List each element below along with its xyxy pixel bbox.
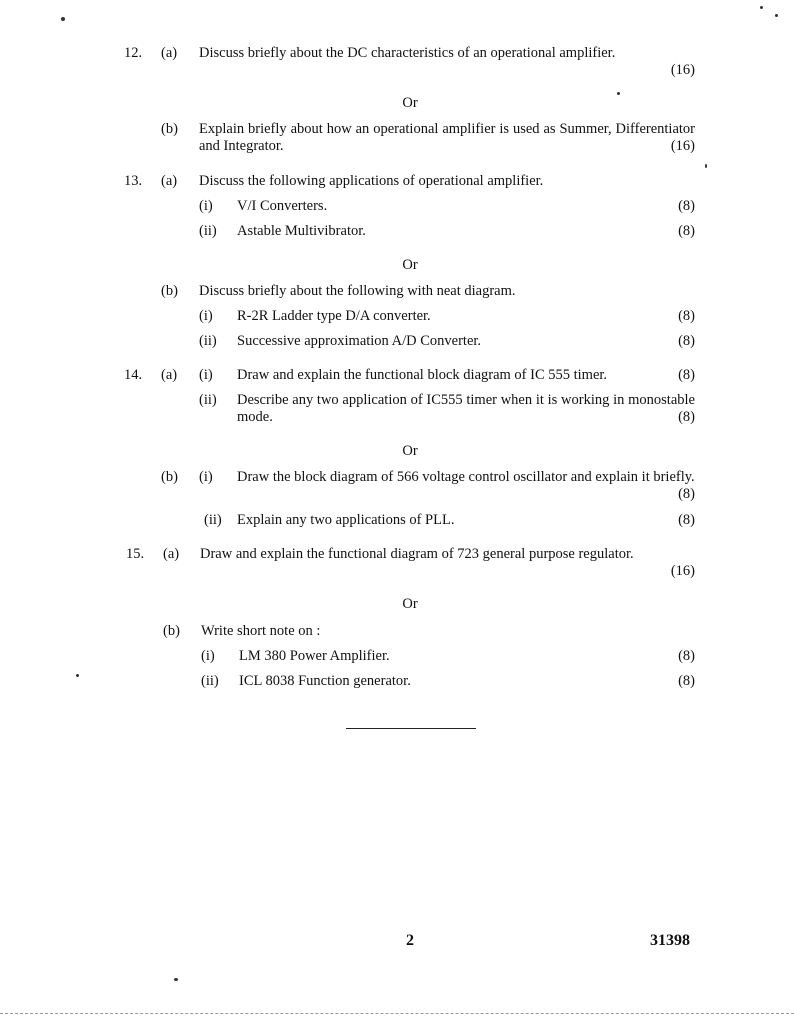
scan-speck [76, 674, 79, 677]
q13-b-text: Discuss briefly about the following with neat diagram. [199, 283, 516, 299]
q13-a-i-label: (i) [199, 198, 213, 214]
q12-a-text: Discuss briefly about the DC characteristics of an operational amplifier. [199, 45, 616, 61]
q13-a-i-text: V/I Converters. [237, 198, 328, 214]
q13-a-text: Discuss the following applications of operational amplifier. [199, 173, 544, 189]
q13-b-i-text: R-2R Ladder type D/A converter. [237, 308, 431, 324]
q15-b-i-marks: (8) [678, 648, 695, 664]
q15-a-marks: (16) [670, 563, 695, 579]
q14-b-i-text: Draw the block diagram of 566 voltage control oscillator and explain it briefly. [237, 469, 695, 485]
q14-b-i-marks: (8) [678, 486, 695, 502]
scan-speck [61, 17, 65, 21]
scan-speck [617, 92, 620, 95]
q14-b-label: (b) [161, 469, 178, 485]
q14-a-ii-marks: (8) [678, 409, 695, 425]
q13-number: 13. [124, 173, 143, 189]
q14-b-i-label: (i) [199, 469, 213, 485]
q15-b-i-text: LM 380 Power Amplifier. [239, 648, 390, 664]
q13-b-i-marks: (8) [678, 308, 695, 324]
q14-a-ii-label: (ii) [199, 392, 217, 408]
q14-a-i-marks: (8) [678, 367, 695, 383]
q14-a-ii-text: Describe any two application of IC555 timer when it is working in monostable mode. [237, 392, 695, 425]
q12-or: Or [402, 95, 418, 111]
q14-number: 14. [124, 367, 143, 383]
q12-a-label: (a) [161, 45, 178, 61]
q15-b-ii-label: (ii) [201, 673, 219, 689]
q14-b-ii-marks: (8) [678, 512, 695, 528]
q15-b-i-label: (i) [201, 648, 215, 664]
q13-a-i-marks: (8) [678, 198, 695, 214]
q12-b-marks: (16) [670, 138, 695, 154]
q14-a-i-text: Draw and explain the functional block diagram of IC 555 timer. [237, 367, 608, 383]
q13-a-ii-marks: (8) [678, 223, 695, 239]
scan-edge-line [0, 1013, 794, 1014]
q14-b-ii-text: Explain any two applications of PLL. [237, 512, 455, 528]
q14-a-label: (a) [161, 367, 178, 383]
q15-b-ii-text: ICL 8038 Function generator. [239, 673, 411, 689]
q12-a-marks: (16) [670, 62, 695, 78]
q13-b-ii-marks: (8) [678, 333, 695, 349]
q15-number: 15. [126, 546, 145, 562]
q13-a-ii-label: (ii) [199, 223, 217, 239]
page-number: 2 [406, 932, 414, 949]
q15-a-text: Draw and explain the functional diagram of 723 general purpose regulator. [200, 546, 634, 562]
q15-b-ii-marks: (8) [678, 673, 695, 689]
q13-a-ii-text: Astable Multivibrator. [237, 223, 366, 239]
q13-b-label: (b) [161, 283, 178, 299]
q15-b-label: (b) [163, 623, 180, 639]
q13-b-ii-label: (ii) [199, 333, 217, 349]
q14-or: Or [402, 443, 418, 459]
q14-b-ii-label: (ii) [204, 512, 222, 528]
paper-code: 31398 [650, 932, 690, 949]
q15-a-label: (a) [163, 546, 180, 562]
q12-b-text: Explain briefly about how an operational amplifier is used as Summer, Differentiator and Integrator. [199, 121, 695, 154]
q14-a-i-label: (i) [199, 367, 213, 383]
q13-b-ii-text: Successive approximation A/D Converter. [237, 333, 482, 349]
end-of-paper-rule [346, 728, 476, 729]
q12-number: 12. [124, 45, 143, 61]
scan-speck [760, 6, 763, 9]
q13-b-i-label: (i) [199, 308, 213, 324]
q13-a-label: (a) [161, 173, 178, 189]
scan-speck [705, 164, 707, 168]
scan-speck [174, 978, 178, 981]
q15-b-text: Write short note on : [201, 623, 321, 639]
q13-or: Or [402, 257, 418, 273]
q12-b-label: (b) [161, 121, 178, 137]
scan-speck [775, 14, 778, 17]
q15-or: Or [402, 596, 418, 612]
